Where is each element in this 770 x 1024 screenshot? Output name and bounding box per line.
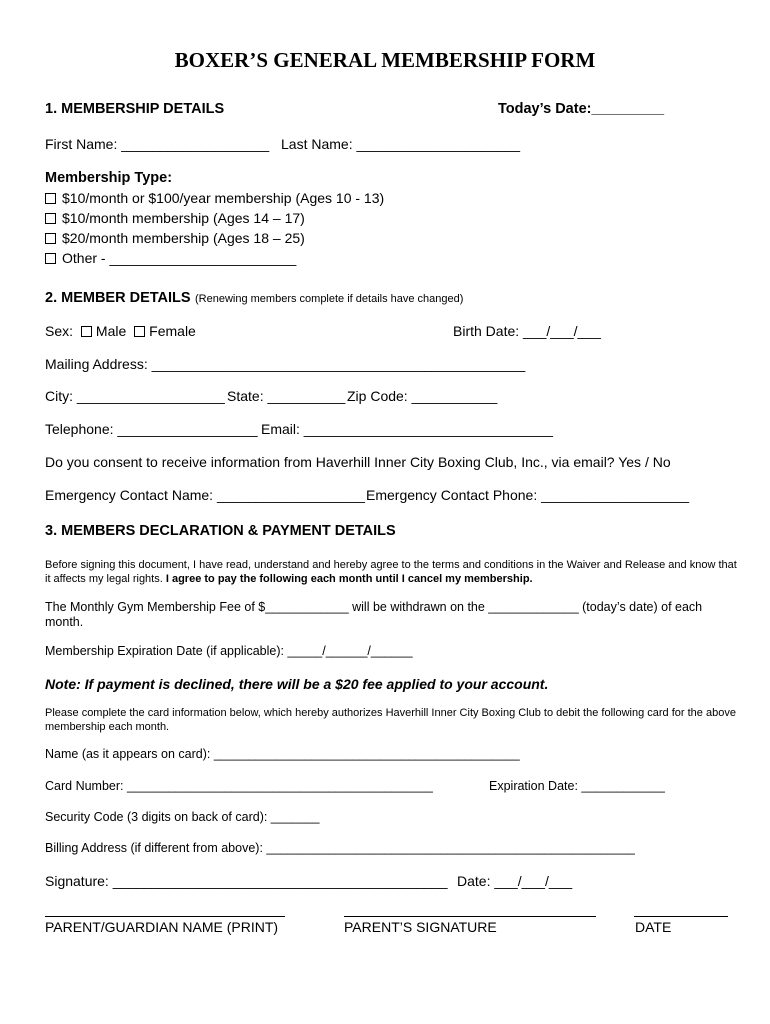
checkbox-icon[interactable] xyxy=(134,326,145,337)
mailing-address-field[interactable]: Mailing Address: ________________________________________________ xyxy=(45,356,526,372)
signature-field[interactable]: Signature: ___________________________________________ xyxy=(45,873,448,889)
zip-code-field[interactable]: Zip Code: ___________ xyxy=(347,388,498,404)
membership-option-2[interactable] xyxy=(45,210,305,226)
card-expiration-date-field[interactable]: Expiration Date: ____________ xyxy=(489,779,665,793)
birth-date-field[interactable]: Birth Date: ___/___/___ xyxy=(453,323,601,339)
checkbox-icon[interactable] xyxy=(45,193,56,204)
name-on-card-field[interactable]: Name (as it appears on card): ____________________________________________ xyxy=(45,747,520,761)
form-title: BOXER’S GENERAL MEMBERSHIP FORM xyxy=(174,48,596,72)
parent-date-line[interactable] xyxy=(634,916,728,917)
sex-label: Sex: xyxy=(45,323,74,339)
declaration-text xyxy=(45,558,745,586)
state-field[interactable]: State: __________ xyxy=(227,388,346,404)
security-code-field[interactable]: Security Code (3 digits on back of card): _______ xyxy=(45,810,320,824)
parent-name-line[interactable] xyxy=(45,916,285,917)
declined-payment-note: Note: If payment is declined, there will be a $20 fee applied to your account. xyxy=(45,676,549,692)
female-option[interactable]: Female xyxy=(149,323,196,339)
option-label: $10/month or $100/year membership (Ages 10 - 13) xyxy=(62,190,385,206)
option-label: $10/month membership (Ages 14 – 17) xyxy=(62,210,305,226)
declaration-agreement: I agree to pay the following each month until I cancel my membership. xyxy=(165,573,533,585)
checkbox-icon[interactable] xyxy=(45,213,56,224)
membership-option-1[interactable] xyxy=(45,190,384,206)
section-3-heading: 3. MEMBERS DECLARATION & PAYMENT DETAILS xyxy=(45,523,396,539)
section-2-note: (Renewing members complete if details have changed) xyxy=(195,293,464,305)
sex-field xyxy=(45,323,196,339)
checkbox-icon[interactable] xyxy=(45,233,56,244)
card-authorization-text: Please complete the card information below, which hereby authorizes Haverhill Inner City Boxing Club to debit the following card for the above membership each month. xyxy=(45,707,736,733)
option-label: Other - ________________________ xyxy=(62,250,297,266)
parent-date-label: DATE xyxy=(635,919,672,935)
signature-date-field[interactable]: Date: ___/___/___ xyxy=(457,873,573,889)
section-1-heading: 1. MEMBERSHIP DETAILS xyxy=(45,101,225,117)
telephone-field[interactable]: Telephone: __________________ xyxy=(45,421,258,437)
membership-option-other[interactable] xyxy=(45,250,296,266)
section-2-heading-row xyxy=(45,289,463,307)
declaration-body: Before signing this document, I have read, understand and hereby agree to the terms and conditions in the Waiver and Release and know that it affects my legal rights. xyxy=(45,559,737,585)
billing-address-field[interactable]: Billing Address (if different from above): _____________________________________________________ xyxy=(45,841,635,855)
membership-type-label: Membership Type: xyxy=(45,170,173,186)
city-field[interactable]: City: ___________________ xyxy=(45,388,225,404)
membership-option-3[interactable] xyxy=(45,230,305,246)
parent-name-label: PARENT/GUARDIAN NAME (PRINT) xyxy=(45,919,279,935)
last-name-field[interactable]: Last Name: _____________________ xyxy=(281,136,520,152)
male-option[interactable]: Male xyxy=(95,323,127,339)
checkbox-icon[interactable] xyxy=(81,326,92,337)
todays-date-field[interactable]: Today’s Date:_________ xyxy=(498,101,665,117)
membership-expiration-field[interactable]: Membership Expiration Date (if applicable): _____/______/______ xyxy=(45,644,413,658)
emergency-contact-name-field[interactable]: Emergency Contact Name: ___________________ xyxy=(45,487,365,503)
parent-signature-label: PARENT’S SIGNATURE xyxy=(344,919,497,935)
parent-signature-line[interactable] xyxy=(344,916,596,917)
card-number-field[interactable]: Card Number: ____________________________________________ xyxy=(45,779,433,793)
email-consent-question[interactable]: Do you consent to receive information from Haverhill Inner City Boxing Club, Inc., via email? Yes / No xyxy=(45,454,671,470)
monthly-fee-statement[interactable]: The Monthly Gym Membership Fee of $____________ will be withdrawn on the _____________ (today’s date) of each month. xyxy=(45,600,703,629)
first-name-field[interactable]: First Name: ___________________ xyxy=(45,136,270,152)
email-field[interactable]: Email: ________________________________ xyxy=(261,421,553,437)
section-2-heading: 2. MEMBER DETAILS xyxy=(45,290,191,306)
checkbox-icon[interactable] xyxy=(45,253,56,264)
option-label: $20/month membership (Ages 18 – 25) xyxy=(62,230,305,246)
emergency-contact-phone-field[interactable]: Emergency Contact Phone: ___________________ xyxy=(366,487,690,503)
